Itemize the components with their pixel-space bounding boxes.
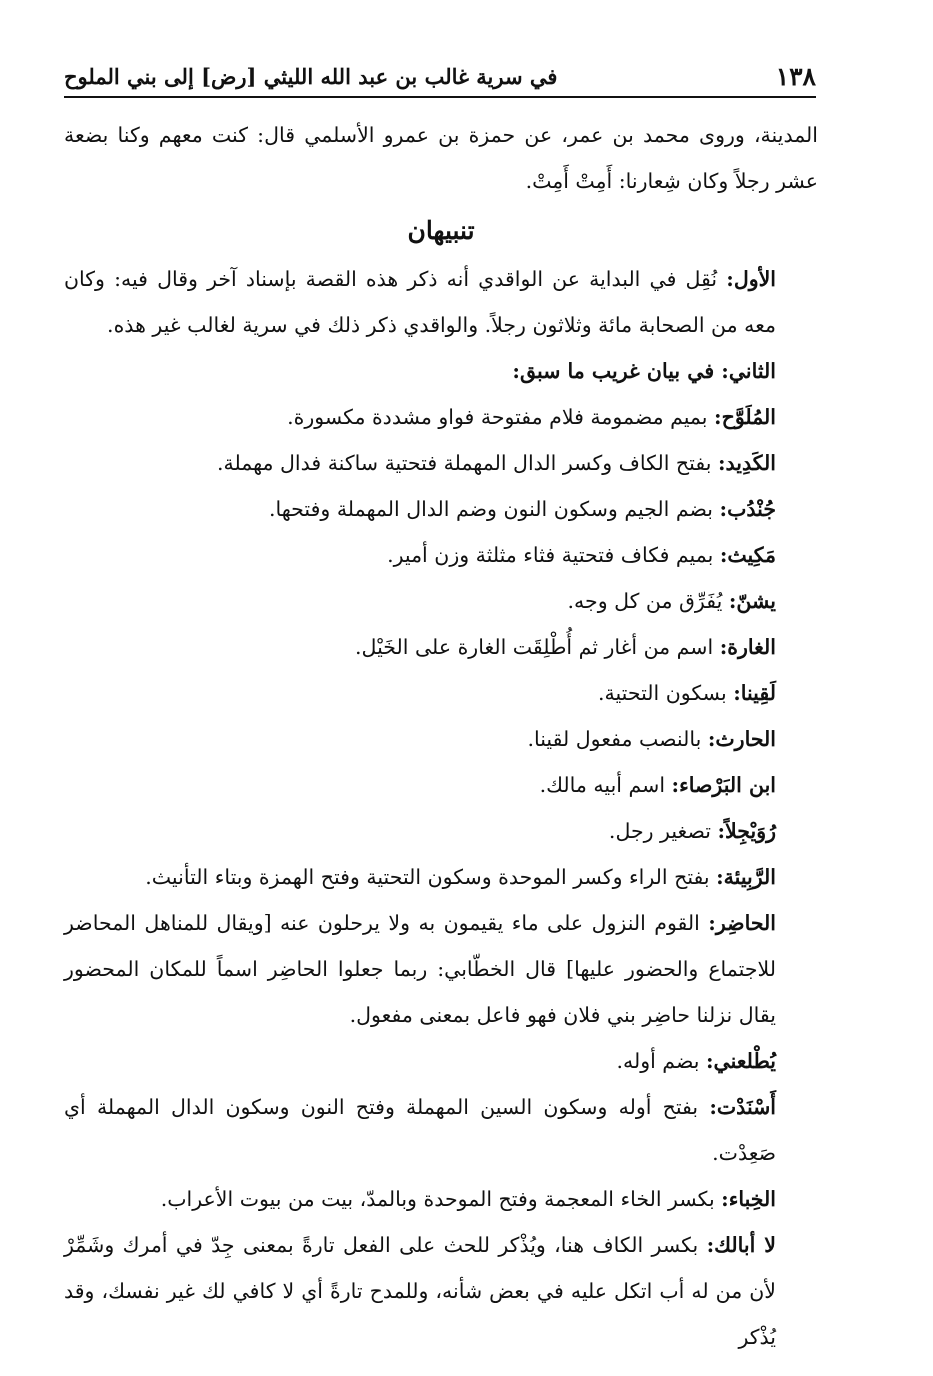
glossary-term: أَسْنَدْت: — [709, 1095, 776, 1119]
glossary-term: الخِباء: — [721, 1187, 776, 1211]
glossary-entry-ruwayjil — [64, 808, 818, 854]
running-title: في سرية غالب بن عبد الله الليثي [رض] إلى بني الملوح — [64, 63, 558, 89]
first-note-label: الأول: — [726, 267, 776, 291]
page-number: ١٣٨ — [775, 61, 816, 91]
glossary-term: يُطْلعني: — [705, 1049, 776, 1073]
intro-line-2: رجلاً وكان شِعارنا: أَمِتْ أَمِتْ. — [525, 169, 770, 193]
glossary-definition: بكسر الكاف هنا، ويُذْكر للحث على الفعل تارةً بمعنى جِدّ في أمرك وشَمِّرْ لأن من له أب اتكل عليه في بعض شأنه، وللمدح تارةً أي لا كافي لك غير نفسك، وقد يُذْكر — [64, 1233, 776, 1349]
second-note — [64, 348, 818, 394]
page-body — [64, 112, 818, 1360]
glossary-definition: بميم فكاف فتحتية فثاء مثلثة وزن أمير. — [387, 543, 720, 567]
glossary-term: يشنّ: — [728, 589, 776, 613]
second-note-label: الثاني: — [721, 359, 776, 383]
glossary-term: المُلَوَّح: — [714, 405, 776, 429]
glossary-entry-la-abalak — [64, 1222, 818, 1360]
glossary-definition: يُفَرِّق من كل وجه. — [567, 589, 729, 613]
glossary-term: لا أبالك: — [706, 1233, 776, 1257]
glossary-definition: بميم مضمومة فلام مفتوحة فواو مشددة مكسورة. — [287, 405, 715, 429]
glossary-term: رُوَيْجِلاً: — [717, 819, 776, 843]
glossary-definition: بفتح الراء وكسر الموحدة وسكون التحتية وفتح الهمزة وبتاء التأنيث. — [145, 865, 717, 889]
glossary-term: الغارة: — [719, 635, 776, 659]
glossary-entry-yutliuni — [64, 1038, 818, 1084]
glossary-entry-khiba — [64, 1176, 818, 1222]
glossary-definition: اسم من أغار ثم أُطْلِقَت الغارة على الخَيْل. — [355, 635, 720, 659]
first-note — [64, 256, 818, 348]
first-note-text: نُقِل في البداية عن الواقدي أنه ذكر هذه القصة بإسناد آخر وقال فيه: وكان معه من الصحابة مائة وثلاثون رجلاً. والواقدي ذكر ذلك في سرية لغالب غير هذه. — [64, 267, 776, 337]
glossary-term: ابن البَرْصاء: — [671, 773, 776, 797]
glossary-term: الكَدِيد: — [717, 451, 776, 475]
glossary-entry-asnadt — [64, 1084, 818, 1176]
glossary-definition: بسكون التحتية. — [597, 681, 734, 705]
glossary-entry-rabia — [64, 854, 818, 900]
glossary-entry-makith — [64, 532, 818, 578]
glossary-definition: بكسر الخاء المعجمة وفتح الموحدة وبالمدّ، بيت من بيوت الأعراب. — [160, 1187, 722, 1211]
glossary-entry-harith — [64, 716, 818, 762]
page-header — [64, 56, 816, 98]
glossary-entry-yashunn — [64, 578, 818, 624]
glossary-definition: اسم أبيه مالك. — [539, 773, 672, 797]
glossary-term: الرَّبِيئة: — [716, 865, 776, 889]
glossary-entry-laqina — [64, 670, 818, 716]
glossary-definition: تصغير رجل. — [608, 819, 718, 843]
glossary-entry-ibn-barsa — [64, 762, 818, 808]
glossary-definition: بفتح الكاف وكسر الدال المهملة فتحتية ساكنة فدال مهملة. — [216, 451, 718, 475]
section-title: تنبيهان — [407, 216, 475, 245]
second-note-text: في بيان غريب ما سبق: — [512, 359, 722, 383]
glossary-definition: بالنصب مفعول لقينا. — [527, 727, 708, 751]
glossary-definition: بفتح أوله وسكون السين المهملة وفتح النون وسكون الدال المهملة أي صَعِدْت. — [64, 1095, 776, 1165]
intro-paragraph — [64, 112, 818, 204]
glossary-term: مَكِيث: — [719, 543, 776, 567]
glossary-entry-ghara — [64, 624, 818, 670]
glossary-definition: القوم النزول على ماء يقيمون به ولا يرحلون عنه [ويقال للمناهل المحاضر للاجتماع والحضور عليها] قال الخطّابي: ربما جعلوا الحاضِر اسماً للمكان المحضور يقال نزلنا حاضِر بني فلان فهو فاعل بمعنى مفعول. — [64, 911, 776, 1027]
glossary-term: الحارث: — [707, 727, 776, 751]
glossary-term: الحاضِر: — [708, 911, 776, 935]
glossary-entry-mulawwah — [64, 394, 818, 440]
glossary-term: جُنْدُب: — [719, 497, 776, 521]
glossary-entry-hadir — [64, 900, 818, 1038]
glossary-definition: بضم الجيم وسكون النون وضم الدال المهملة وفتحها. — [268, 497, 720, 521]
glossary-entry-kadid — [64, 440, 818, 486]
glossary-term: لَقِينا: — [733, 681, 776, 705]
glossary-definition: بضم أوله. — [616, 1049, 706, 1073]
intro-line-1: المدينة، وروى محمد بن عمر، عن حمزة بن عمرو الأسلمي قال: كنت معهم وكنا بضعة عشر — [64, 123, 818, 193]
glossary-entry-jundub — [64, 486, 818, 532]
